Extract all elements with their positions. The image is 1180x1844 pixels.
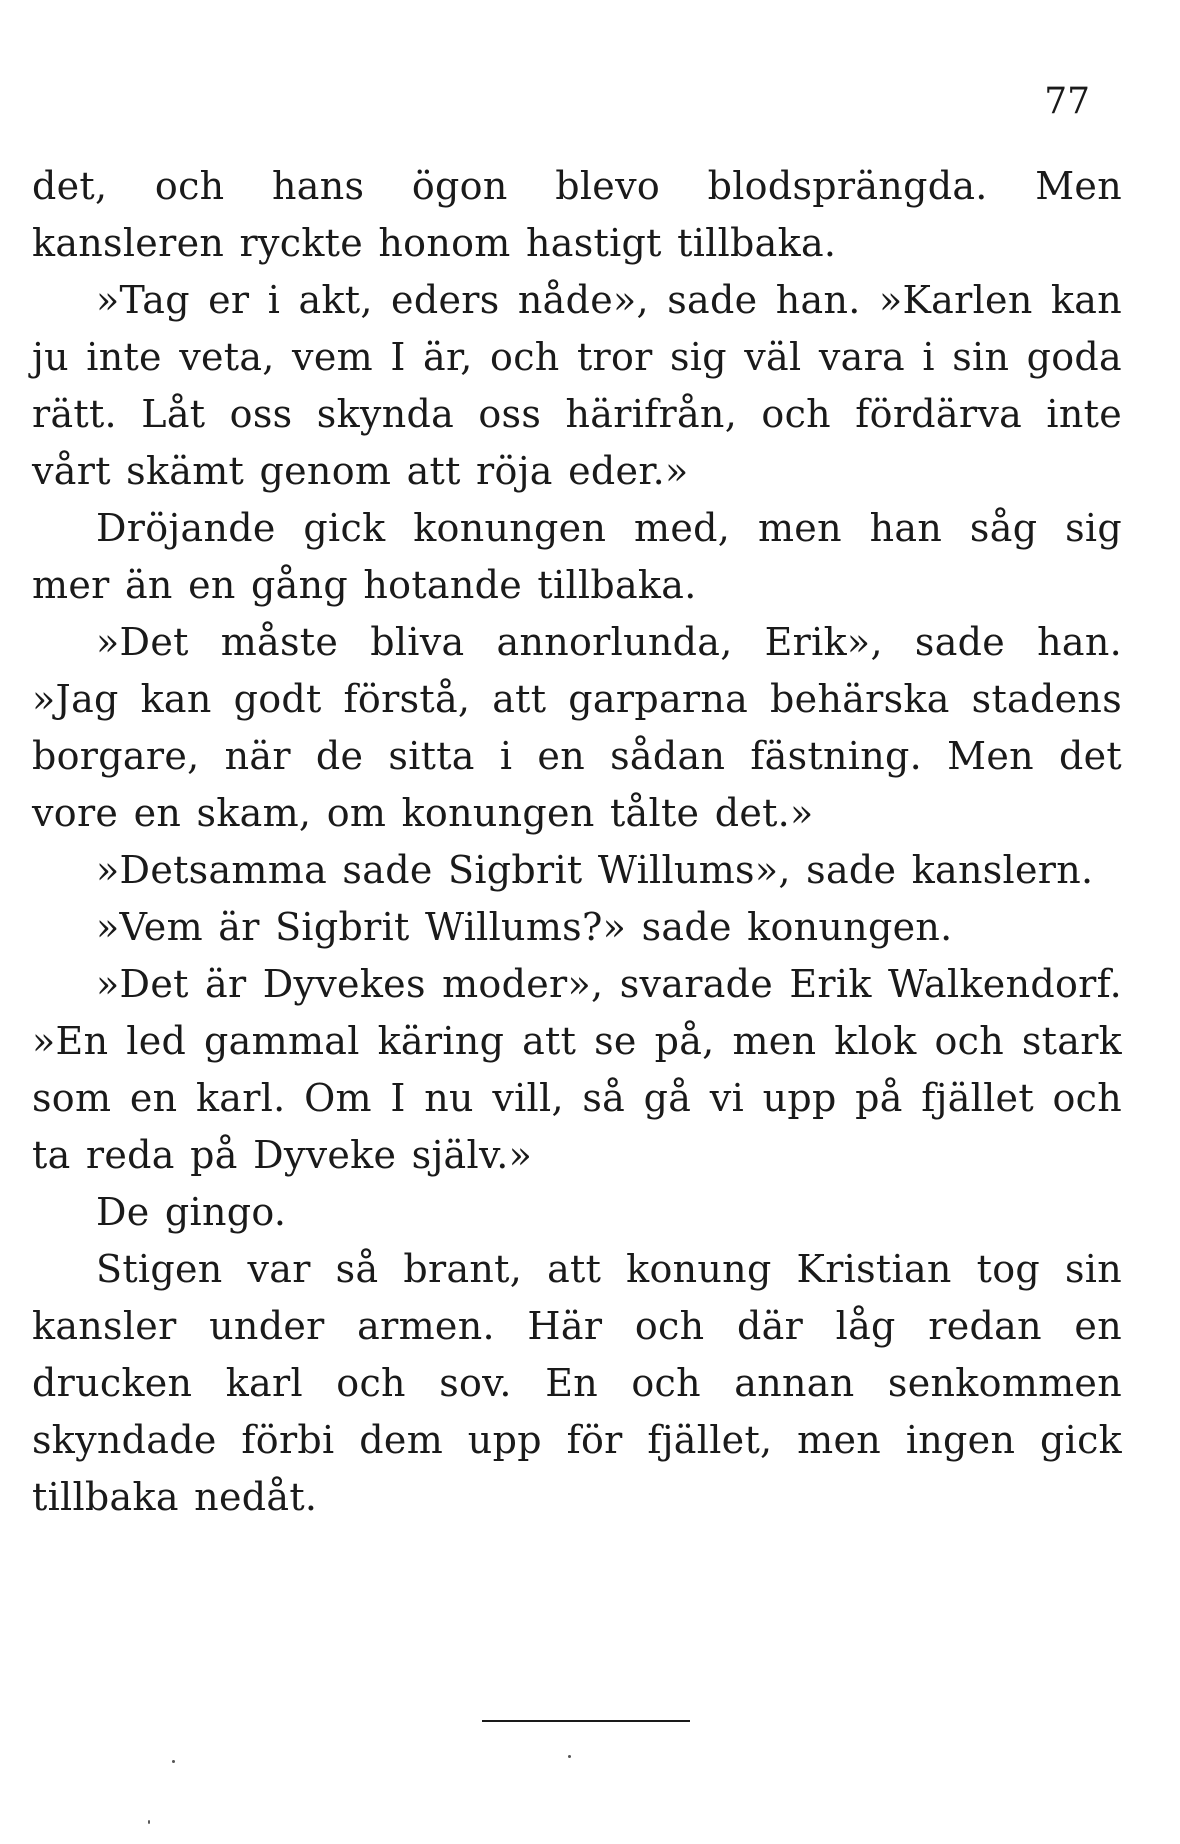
scan-speck: [148, 1820, 150, 1824]
paragraph: »Detsamma sade Sigbrit Willums», sade kanslern.: [96, 848, 1094, 892]
paragraph: Stigen var så brant, att konung Kristian tog sin kansler under armen. Här och där låg redan en drucken karl och sov. En och annan senkommen skyndade förbi dem upp för fjället, men ingen gick tillbaka nedåt.: [32, 1247, 1122, 1519]
paragraph: »Vem är Sigbrit Willums?» sade konungen.: [96, 905, 953, 949]
paragraph: det, och hans ögon blevo blodsprängda. Men kansleren ryckte honom hastigt tillbaka.: [32, 164, 1122, 265]
scan-speck: [568, 1755, 571, 1758]
page-number: 77: [1044, 81, 1090, 122]
body-text: [32, 158, 1122, 1526]
paragraph: »Det måste bliva annorlunda, Erik», sade han. »Jag kan godt förstå, att garparna behärska stadens borgare, när de sitta i en sådan fästning. Men det vore en skam, om konungen tålte det.»: [32, 620, 1122, 835]
section-end-rule: [482, 1720, 690, 1722]
paragraph: Dröjande gick konungen med, men han såg sig mer än en gång hotande tillbaka.: [32, 506, 1122, 607]
paragraph: »Tag er i akt, eders nåde», sade han. »Karlen kan ju inte veta, vem I är, och tror sig väl vara i sin goda rätt. Låt oss skynda oss härifrån, och fördärva inte vårt skämt genom att röja eder.»: [32, 278, 1122, 493]
paragraph: »Det är Dyvekes moder», svarade Erik Walkendorf. »En led gammal käring att se på, men klok och stark som en karl. Om I nu vill, så gå vi upp på fjället och ta reda på Dyveke själv.»: [32, 962, 1122, 1177]
scan-speck: [172, 1760, 175, 1763]
paragraph: De gingo.: [96, 1190, 287, 1234]
